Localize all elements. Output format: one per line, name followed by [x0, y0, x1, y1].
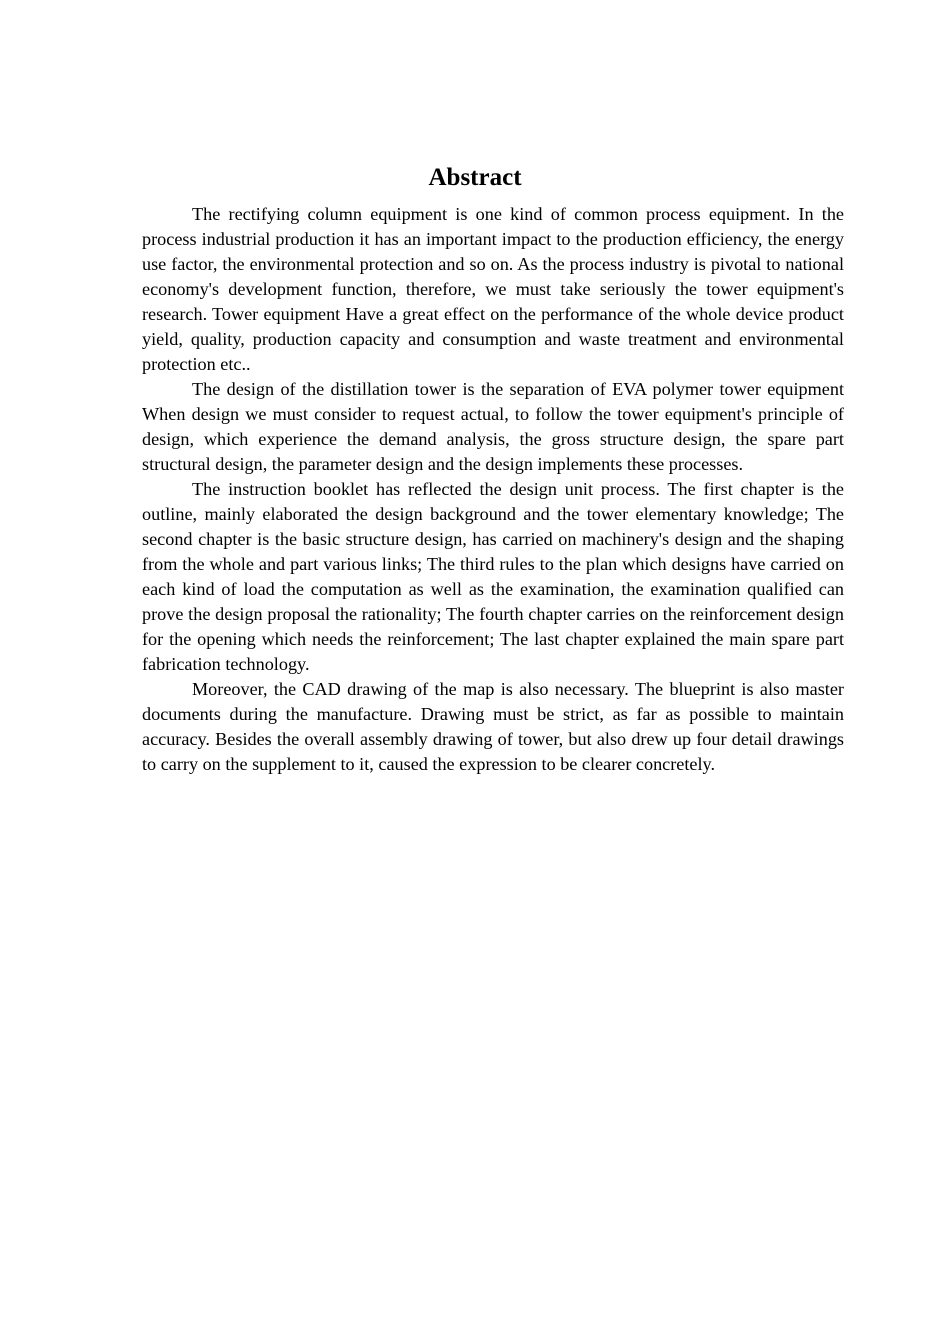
page-title: Abstract [428, 164, 522, 191]
abstract-body [142, 202, 844, 777]
paragraph-3: The instruction booklet has reflected the design unit process. The first chapter is the outline, mainly elaborated the design background and the tower elementary knowledge; The second chapter is the basic structure design, has carried on machinery's design and the shaping from the whole and part various links; The third rules to the plan which designs have carried on each kind of load the computation as well as the examination, the examination qualified can prove the design proposal the rationality; The fourth chapter carries on the reinforcement design for the opening which needs the reinforcement; The last chapter explained the main spare part fabrication technology. [142, 479, 844, 674]
paragraph-1: The rectifying column equipment is one kind of common process equipment. In the process industrial production it has an important impact to the production efficiency, the energy use factor, the environmental protection and so on. As the process industry is pivotal to national economy's development function, therefore, we must take seriously the tower equipment's research. Tower equipment Have a great effect on the performance of the whole device product yield, quality, production capacity and consumption and waste treatment and environmental protection etc.. [142, 204, 844, 374]
paragraph-4: Moreover, the CAD drawing of the map is also necessary. The blueprint is also master documents during the manufacture. Drawing must be strict, as far as possible to maintain accuracy. Besides the overall assembly drawing of tower, but also drew up four detail drawings to carry on the supplement to it, caused the expression to be clearer concretely. [142, 679, 844, 774]
paragraph-2: The design of the distillation tower is the separation of EVA polymer tower equipment When design we must consider to request actual, to follow the tower equipment's principle of design, which experience the demand analysis, the gross structure design, the spare part structural design, the parameter design and the design implements these processes. [142, 379, 844, 474]
